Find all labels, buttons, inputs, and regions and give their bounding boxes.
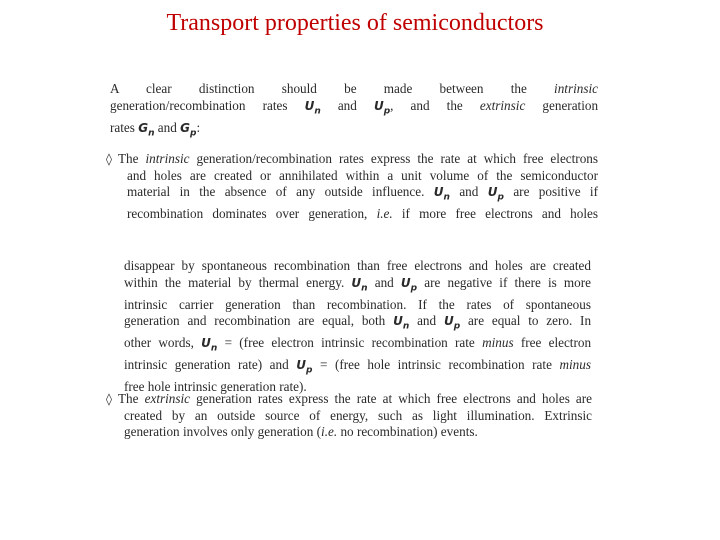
extrinsic-paragraph [118,391,592,408]
up-symbol: $U_p$ [443,314,461,332]
up-symbol: $U_p$ [487,185,504,203]
recomb-line-3: intrinsic carrier generation than recombination. If the rates of spontaneous [124,296,591,312]
recomb-line-7: free hole intrinsic generation rate). [124,379,307,395]
gp-symbol: $G_p$ [180,120,197,138]
extrinsic-paragraph-body [124,408,592,441]
intrinsic-line-3: material in the absence of any outside influence. $U_n$ and $U_p$ are positive if [127,184,598,203]
un-symbol: $U_n$ [304,98,321,116]
intrinsic-paragraph-body [127,168,598,223]
un-symbol: $U_n$ [351,275,368,293]
recomb-line-2: within the material by thermal energy. $U_n$ and $U_p$ are negative if there is more [124,274,592,293]
up-symbol: $U_p$ [400,275,418,293]
gn-symbol: $G_n$ [138,120,155,138]
intro-line-2: generation/recombination rates $U_n$ and $U_p$, and the extrinsic generation [110,97,599,116]
extrinsic-line-2: created by an outside source of energy, such as light illumination. Extrinsic [124,407,592,423]
page-title: Transport properties of semiconductors [166,10,544,36]
bullet-diamond-icon: ◊ [106,392,112,406]
recomb-line-6: intrinsic generation rate) and $U_p$ = (free hole intrinsic recombination rate minus [124,357,591,376]
intrinsic-line-4: recombination dominates over generation, i.e. if more free electrons and holes [127,206,599,222]
intrinsic-line-2: and holes are created or annihilated within a unit volume of the semiconductor [127,167,598,183]
intro-line-3: rates $G_n$ and $G_p$: [110,119,201,138]
recomb-line-5: other words, $U_n$ = (free electron intrinsic recombination rate minus free electron [124,335,592,354]
intro-paragraph [110,81,598,142]
bullet-diamond-icon: ◊ [106,152,112,166]
recombination-paragraph [124,258,591,396]
un-symbol: $U_n$ [433,185,450,203]
up-symbol: $U_p$ [373,98,391,116]
intrinsic-line-1: The intrinsic generation/recombination rates express the rate at which free electrons [118,151,599,166]
recomb-line-4: generation and recombination are equal, both $U_n$ and $U_p$ are equal to zero. In [124,313,592,332]
up-symbol: $U_p$ [296,358,313,376]
extrinsic-line-3: generation involves only generation (i.e. no recombination) events. [124,424,478,440]
un-symbol: $U_n$ [393,314,410,332]
extrinsic-line-1: The extrinsic generation rates express the rate at which free electrons and holes are [118,391,593,406]
recomb-line-1: disappear by spontaneous recombination than free electrons and holes are created [124,258,591,273]
un-symbol: $U_n$ [201,336,218,354]
intrinsic-paragraph [118,151,598,168]
intro-line-1: A clear distinction should be made between the intrinsic [110,81,599,96]
